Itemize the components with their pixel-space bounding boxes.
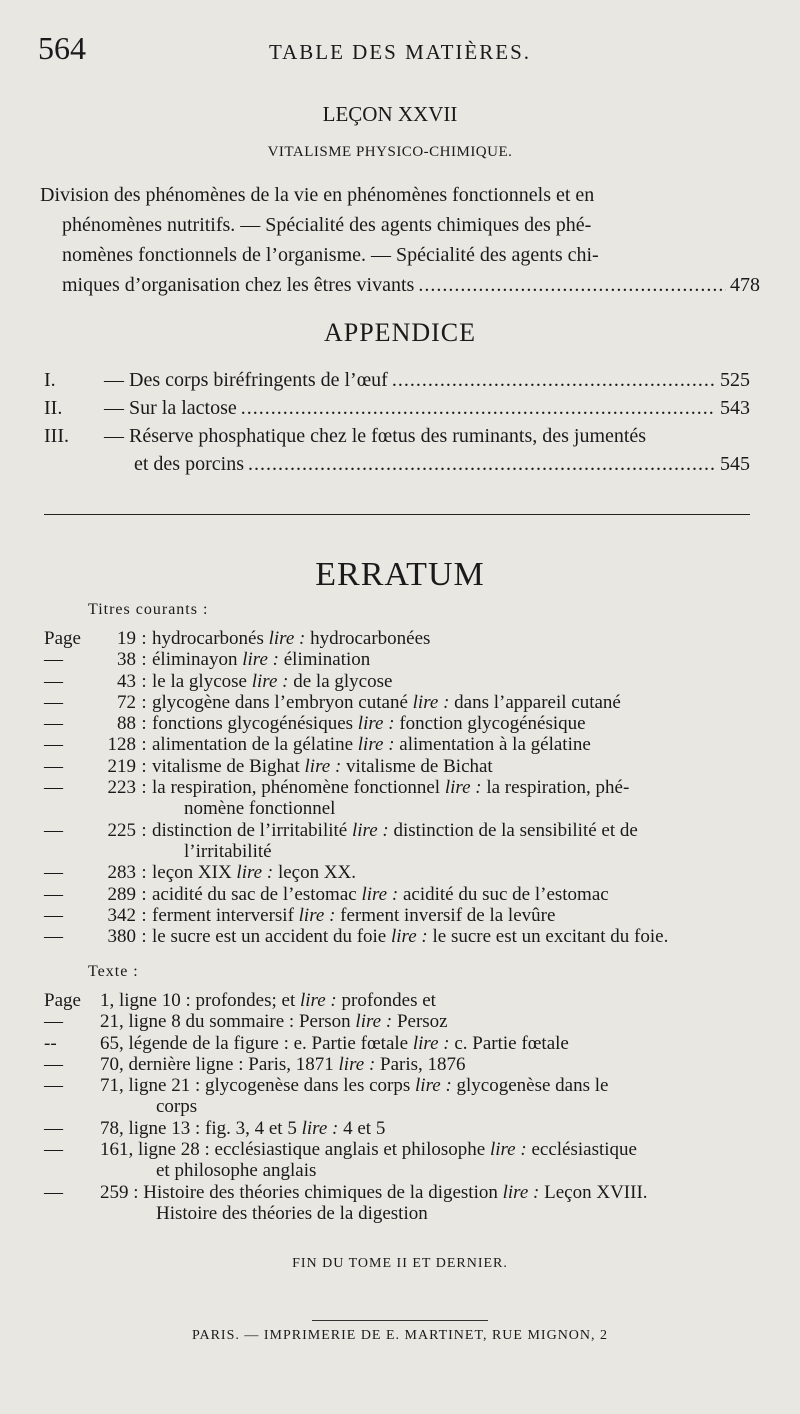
erratum-continuation: nomène fonctionnel — [184, 798, 336, 820]
appendix-item-text: — Des corps biréfringents de l’œuf — [104, 369, 388, 391]
texte-row — [44, 1182, 762, 1203]
texte-prefix: — — [44, 1075, 63, 1097]
erratum-lire: lire : — [251, 670, 289, 692]
summary-line: nomènes fonctionnels de l’organisme. — Spécialité des agents chi- — [62, 244, 599, 266]
texte-lire: lire : — [301, 1117, 339, 1139]
erratum-right: ferment inversif de la levûre — [340, 904, 556, 926]
texte-text — [100, 1139, 637, 1160]
texte-continuation: corps — [156, 1096, 198, 1118]
dot-leader — [418, 270, 726, 300]
erratum-colon: : — [141, 777, 147, 799]
erratum-page: 19 — [117, 628, 136, 649]
erratum-text — [152, 713, 762, 734]
erratum-row — [44, 713, 762, 734]
erratum-wrong: fonctions glycogénésiques — [152, 713, 354, 735]
erratum-row — [44, 628, 762, 649]
erratum-right: hydrocarbonées — [310, 628, 431, 649]
texte-row — [44, 1054, 762, 1075]
erratum-prefix: — — [44, 862, 63, 884]
appendix-item-continuation — [44, 450, 750, 478]
erratum-prefix: — — [44, 777, 63, 799]
erratum-prefix: — — [44, 904, 63, 926]
erratum-lire: lire : — [304, 755, 342, 777]
erratum-lire: lire : — [390, 926, 428, 948]
erratum-wrong: hydrocarbonés — [152, 628, 264, 649]
dot-leader — [392, 366, 716, 394]
erratum-colon: : — [141, 883, 147, 905]
texte-lire: lire : — [415, 1075, 452, 1097]
erratum-right: vitalisme de Bichat — [346, 755, 493, 777]
erratum-page: 88 — [117, 713, 136, 735]
erratum-page: 219 — [107, 755, 136, 777]
texte-body: 1, ligne 10 : profondes; et — [100, 990, 296, 1011]
appendix-list — [44, 366, 750, 478]
erratum-prefix: Page — [44, 628, 81, 649]
erratum-right: alimentation à la gélatine — [399, 734, 591, 756]
erratum-right: élimination — [283, 649, 371, 671]
erratum-colon: : — [141, 691, 147, 713]
erratum-prefix: — — [44, 926, 63, 948]
texte-lire: lire : — [412, 1032, 450, 1054]
erratum-row — [44, 671, 762, 692]
erratum-page: 283 — [107, 862, 136, 884]
erratum-row — [44, 649, 762, 670]
erratum-text — [152, 905, 762, 926]
erratum-text — [152, 862, 762, 883]
erratum-row — [44, 926, 762, 947]
texte-body: 78, ligne 13 : fig. 3, 4 et 5 — [100, 1117, 297, 1139]
erratum-text — [152, 777, 762, 798]
erratum-lire: lire : — [268, 628, 306, 649]
erratum-colon: : — [141, 670, 147, 692]
erratum-lire: lire : — [242, 649, 279, 671]
erratum-text — [152, 820, 762, 841]
texte-right: ecclésiastique — [531, 1139, 637, 1161]
erratum-page: 72 — [117, 691, 136, 713]
erratum-lire: lire : — [357, 713, 395, 735]
texte-prefix: — — [44, 1117, 63, 1139]
erratum-wrong: la respiration, phénomène fonctionnel — [152, 777, 441, 799]
erratum-right: la respiration, phé- — [486, 777, 630, 799]
texte-list — [44, 990, 762, 1224]
erratum-prefix: — — [44, 819, 63, 841]
texte-prefix: — — [44, 1011, 63, 1033]
erratum-wrong: ferment interversif — [152, 904, 294, 926]
texte-prefix: -- — [44, 1032, 57, 1054]
texte-row — [44, 1118, 762, 1139]
erratum-page: 223 — [107, 777, 136, 799]
texte-text — [100, 1118, 385, 1139]
erratum-prefix: — — [44, 691, 63, 713]
erratum-wrong: le la glycose — [152, 670, 247, 692]
texte-row — [44, 990, 762, 1011]
erratum-right: distinction de la sensibilité et de — [393, 819, 638, 841]
texte-right: Persoz — [396, 1011, 448, 1033]
running-title: TABLE DES MATIÈRES. — [268, 40, 532, 64]
texte-lire: lire : — [489, 1139, 527, 1161]
erratum-row — [44, 777, 762, 798]
summary-line: phénomènes nutritifs. — Spécialité des agents chimiques des phé- — [62, 214, 592, 236]
erratum-heading: ERRATUM — [315, 556, 485, 593]
summary-line: Division des phénomènes de la vie en phénomènes fonctionnels et en — [40, 184, 595, 206]
texte-text — [100, 1011, 448, 1032]
erratum-right: fonction glycogénésique — [399, 713, 586, 735]
erratum-lire: lire : — [298, 904, 336, 926]
lecon-title: VITALISME PHYSICO-CHIMIQUE. — [267, 144, 513, 160]
erratum-lire: lire : — [361, 883, 399, 905]
texte-body: 259 : Histoire des théories chimiques de la digestion — [100, 1181, 498, 1203]
erratum-right: leçon XX. — [277, 862, 357, 884]
erratum-colon: : — [141, 904, 147, 926]
texte-right: Paris, 1876 — [380, 1053, 466, 1075]
texte-prefix: — — [44, 1139, 63, 1161]
erratum-colon: : — [141, 862, 147, 884]
appendix-item — [44, 422, 750, 450]
dot-leader — [248, 450, 716, 478]
appendix-item-text: — Réserve phosphatique chez le fœtus des ruminants, des jumentés — [104, 425, 647, 447]
texte-row — [44, 1075, 762, 1096]
erratum-wrong: leçon XIX — [152, 862, 232, 884]
erratum-lire: lire : — [236, 862, 274, 884]
erratum-wrong: le sucre est un accident du foie — [152, 926, 387, 948]
appendix-item-page: 545 — [720, 453, 750, 475]
lecon-number: LEÇON XXVII — [322, 102, 458, 126]
erratum-colon: : — [141, 755, 147, 777]
texte-prefix: Page — [44, 990, 81, 1011]
appendix-item-number: I. — [44, 369, 56, 391]
erratum-colon: : — [141, 926, 147, 948]
dot-leader — [241, 394, 716, 422]
erratum-text — [152, 692, 762, 713]
erratum-text — [152, 734, 762, 755]
appendix-item-number: II. — [44, 397, 63, 419]
erratum-text — [152, 884, 762, 905]
texte-lire: lire : — [355, 1011, 393, 1033]
erratum-page: 289 — [107, 883, 136, 905]
erratum-wrong: vitalisme de Bighat — [152, 755, 300, 777]
erratum-colon: : — [141, 734, 147, 756]
printer-imprint: PARIS. — IMPRIMERIE DE E. MARTINET, RUE MIGNON, 2 — [191, 1328, 609, 1343]
erratum-page: 380 — [107, 926, 136, 948]
erratum-row — [44, 820, 762, 841]
appendix-item-page: 543 — [720, 397, 750, 419]
texte-right: Leçon XVIII. — [544, 1181, 648, 1203]
summary-page: 478 — [730, 274, 760, 296]
erratum-wrong: glycogène dans l’embryon cutané — [152, 691, 408, 713]
erratum-row — [44, 734, 762, 755]
erratum-prefix: — — [44, 713, 63, 735]
texte-lire: lire : — [502, 1181, 540, 1203]
erratum-right: dans l’appareil cutané — [454, 691, 621, 713]
erratum-wrong: distinction de l’irritabilité — [152, 819, 348, 841]
erratum-prefix: — — [44, 755, 63, 777]
erratum-row — [44, 862, 762, 883]
erratum-row — [44, 884, 762, 905]
erratum-wrong: acidité du sac de l’estomac — [152, 883, 357, 905]
erratum-continuation: l’irritabilité — [184, 840, 272, 862]
texte-right: glycogenèse dans le — [456, 1075, 609, 1097]
erratum-text — [152, 671, 762, 692]
texte-right: profondes et — [341, 990, 436, 1011]
texte-body: 161, ligne 28 : ecclésiastique anglais et philosophe — [100, 1139, 486, 1161]
erratum-page: 225 — [107, 819, 136, 841]
erratum-text — [152, 649, 762, 670]
erratum-lire: lire : — [357, 734, 395, 756]
erratum-row — [44, 905, 762, 926]
texte-row — [44, 1033, 762, 1054]
texte-body: 65, légende de la figure : e. Partie fœtale — [100, 1032, 409, 1054]
erratum-prefix: — — [44, 734, 63, 756]
texte-lire: lire : — [338, 1053, 376, 1075]
texte-continuation: Histoire des théories de la digestion — [156, 1202, 428, 1224]
erratum-page: 342 — [107, 904, 136, 926]
erratum-text — [152, 926, 762, 947]
texte-text — [100, 990, 436, 1011]
appendix-item — [44, 366, 750, 394]
erratum-colon: : — [141, 628, 147, 649]
titres-courants-label: Titres courants : — [88, 601, 209, 618]
erratum-lire: lire : — [412, 691, 450, 713]
erratum-page: 43 — [117, 670, 136, 692]
appendix-item-text: et des porcins — [134, 453, 244, 475]
texte-row — [44, 1011, 762, 1032]
erratum-colon: : — [141, 819, 147, 841]
imprint-rule — [312, 1320, 488, 1321]
erratum-row — [44, 692, 762, 713]
erratum-lire: lire : — [351, 819, 389, 841]
texte-lire: lire : — [300, 990, 337, 1011]
texte-row — [44, 1139, 762, 1160]
appendix-heading: APPENDICE — [323, 318, 476, 347]
summary-line-last — [40, 270, 760, 300]
erratum-right: le sucre est un excitant du foie. — [432, 926, 669, 948]
texte-continuation: et philosophe anglais — [156, 1160, 317, 1182]
texte-prefix: — — [44, 1053, 63, 1075]
texte-text — [100, 1182, 648, 1203]
summary-last-text: miques d’organisation chez les êtres vivants — [62, 274, 415, 296]
erratum-right: de la glycose — [293, 670, 393, 692]
erratum-page: 38 — [117, 649, 136, 671]
texte-right: c. Partie fœtale — [454, 1032, 569, 1054]
erratum-wrong: alimentation de la gélatine — [152, 734, 354, 756]
erratum-wrong: éliminayon — [152, 649, 238, 671]
texte-text — [100, 1075, 608, 1096]
page-number: 564 — [38, 30, 86, 66]
texte-prefix: — — [44, 1181, 63, 1203]
erratum-page: 128 — [107, 734, 136, 756]
section-divider — [44, 514, 750, 515]
erratum-colon: : — [141, 713, 147, 735]
appendix-item-number: III. — [44, 425, 69, 447]
texte-label: Texte : — [88, 963, 139, 980]
erratum-text — [152, 628, 762, 649]
lecon-summary — [40, 180, 760, 300]
titres-courants-list — [44, 628, 762, 947]
page-header — [0, 30, 800, 70]
end-of-volume: FIN DU TOME II ET DERNIER. — [292, 1256, 508, 1271]
texte-text — [100, 1054, 466, 1075]
erratum-right: acidité du suc de l’estomac — [402, 883, 609, 905]
erratum-text — [152, 756, 762, 777]
texte-body: 70, dernière ligne : Paris, 1871 — [100, 1053, 334, 1075]
erratum-colon: : — [141, 649, 147, 671]
erratum-lire: lire : — [444, 777, 482, 799]
appendix-item — [44, 394, 750, 422]
erratum-prefix: — — [44, 883, 63, 905]
erratum-prefix: — — [44, 670, 63, 692]
appendix-item-text: — Sur la lactose — [104, 397, 237, 419]
texte-right: 4 et 5 — [343, 1117, 386, 1139]
erratum-prefix: — — [44, 649, 63, 671]
texte-body: 71, ligne 21 : glycogenèse dans les corps — [100, 1075, 411, 1097]
texte-body: 21, ligne 8 du sommaire : Person — [100, 1011, 351, 1033]
appendix-item-page: 525 — [720, 369, 750, 391]
texte-text — [100, 1033, 569, 1054]
erratum-row — [44, 756, 762, 777]
